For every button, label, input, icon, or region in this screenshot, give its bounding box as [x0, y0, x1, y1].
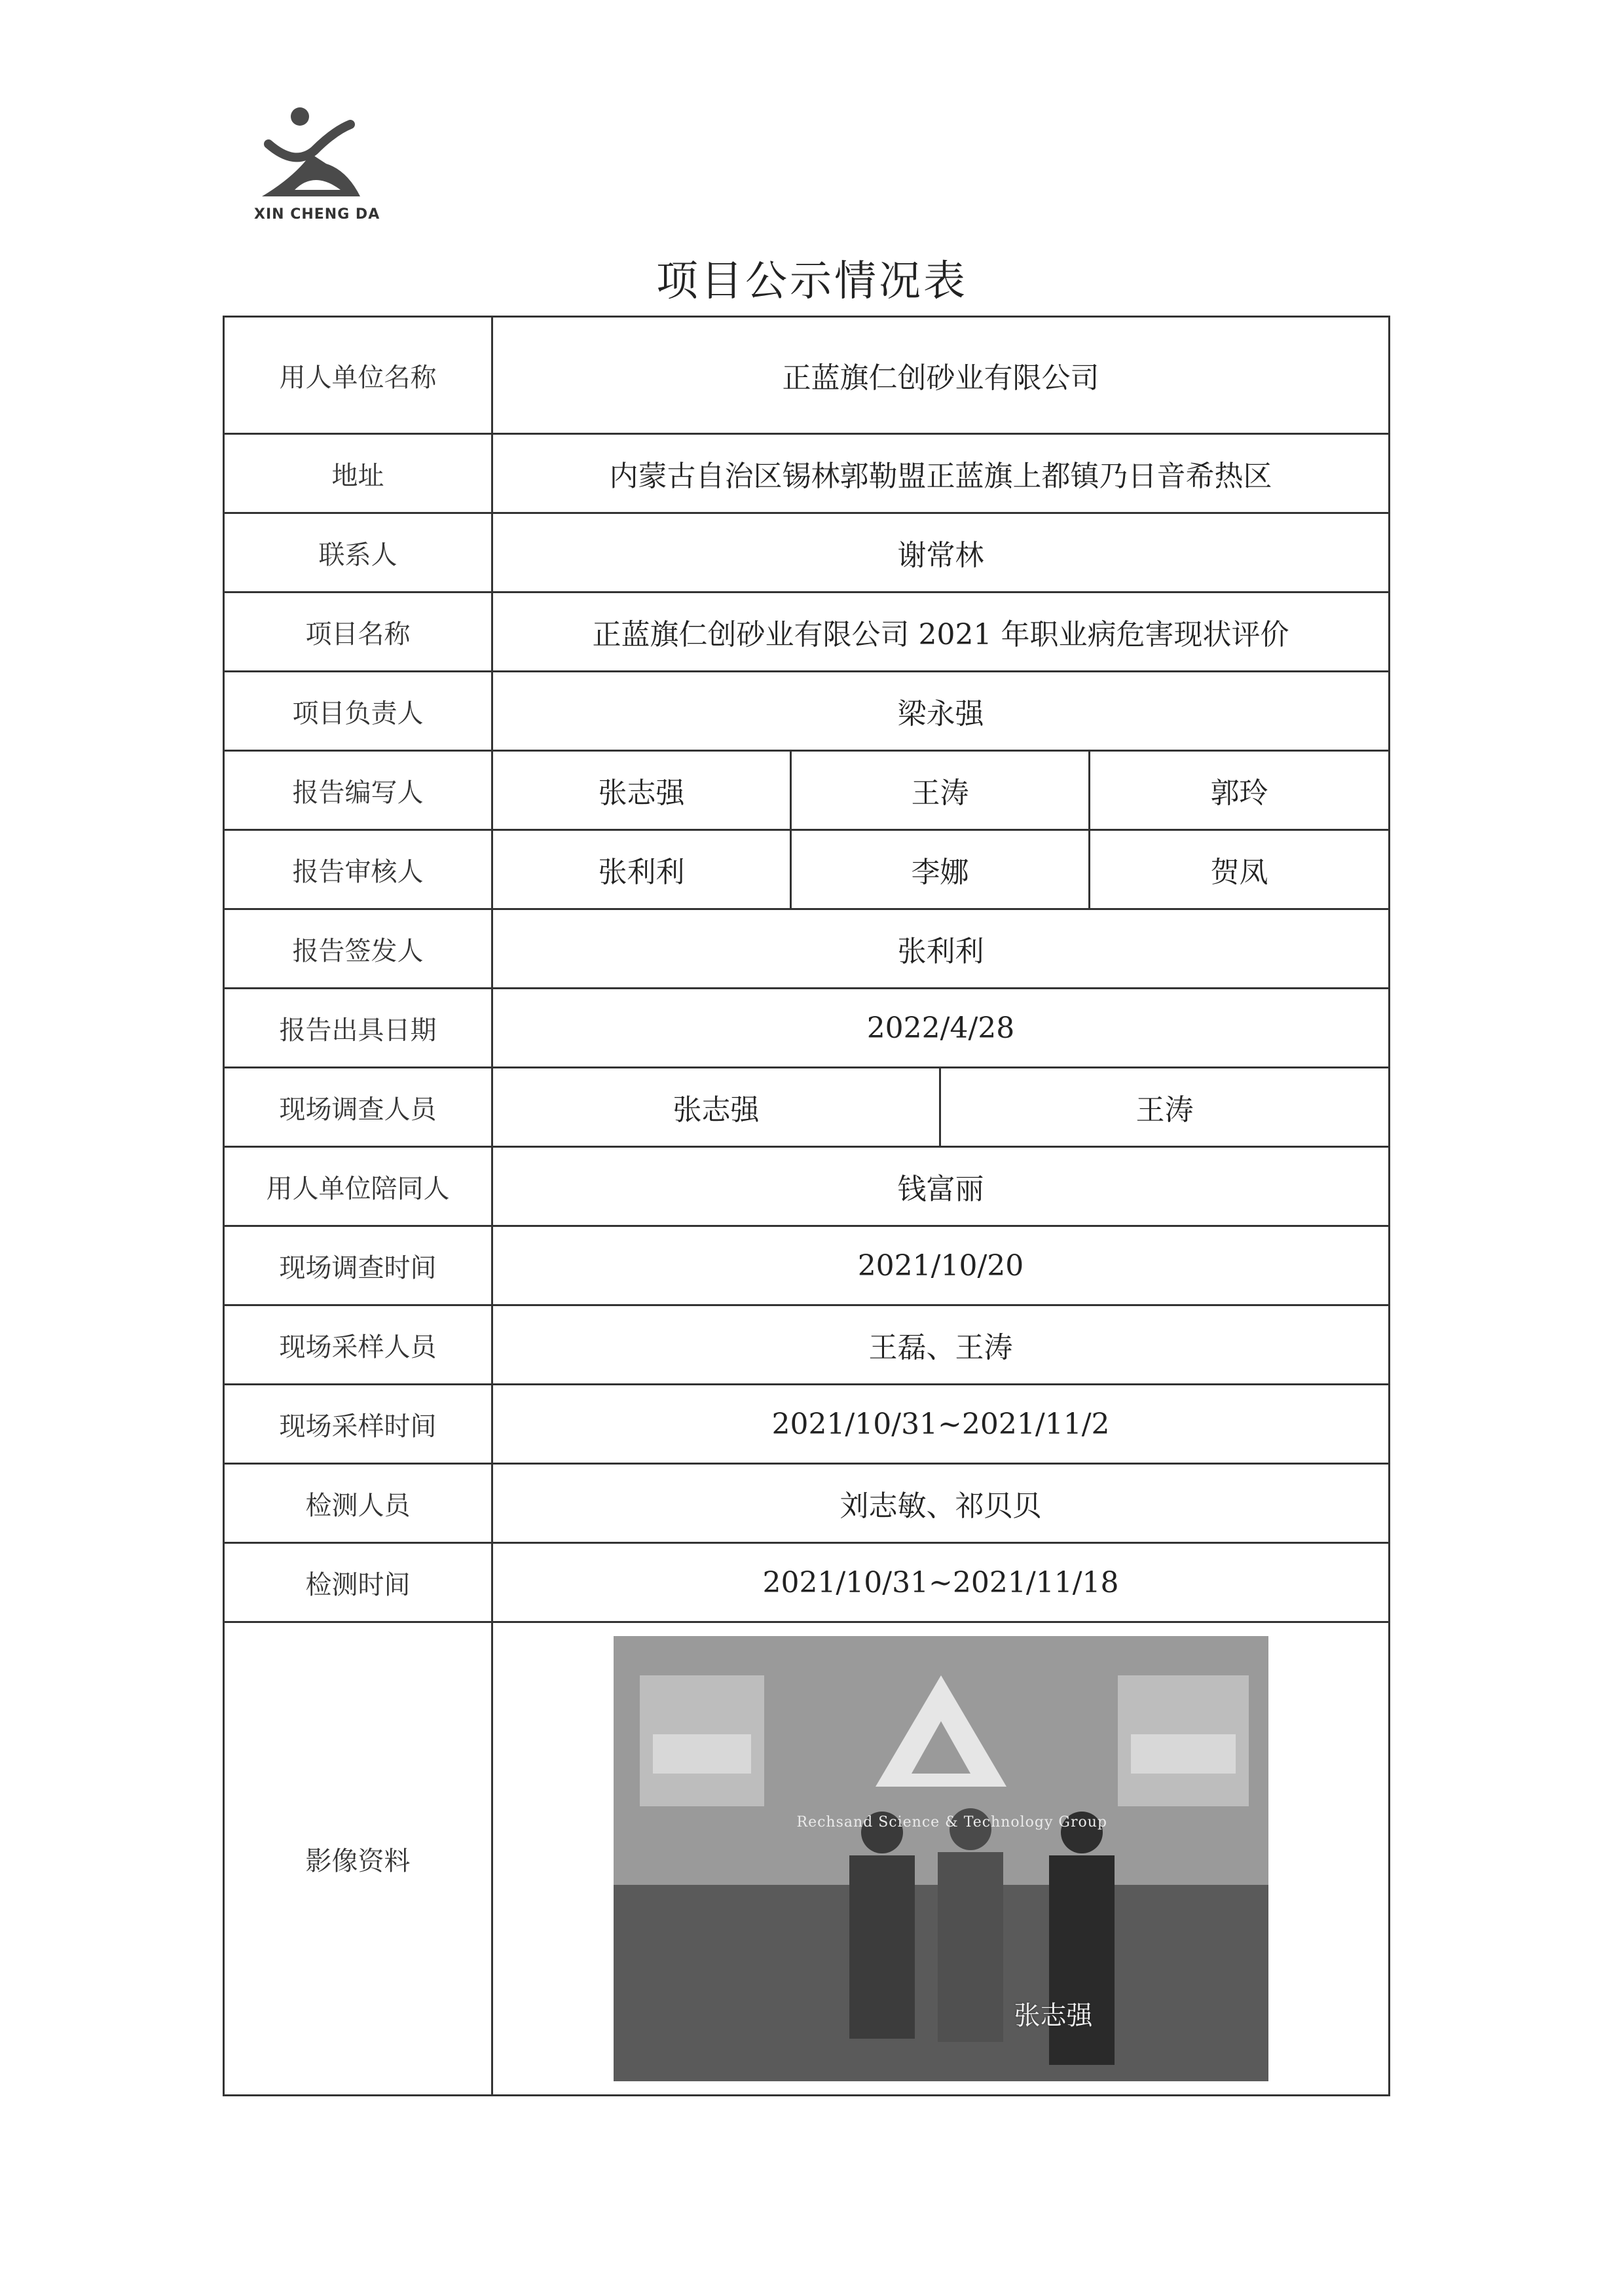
report-reviewer-1: 张利利 [492, 830, 791, 909]
table-row [224, 1543, 1390, 1622]
address-label: 地址 [224, 434, 492, 513]
table-row [224, 1464, 1390, 1543]
report-date-value: 2022/4/28 [492, 989, 1390, 1068]
report-writer-3: 郭玲 [1090, 751, 1390, 830]
report-reviewer-2: 李娜 [791, 830, 1090, 909]
table-row [224, 1068, 1390, 1147]
report-writer-1: 张志强 [492, 751, 791, 830]
site-sampling-time-value: 2021/10/31~2021/11/2 [492, 1385, 1390, 1464]
project-name-value: 正蓝旗仁创砂业有限公司 2021 年职业病危害现状评价 [492, 592, 1390, 672]
table-row [224, 1226, 1390, 1305]
table-row [224, 1385, 1390, 1464]
contact-value: 谢常林 [492, 513, 1390, 592]
site-samplers-label: 现场采样人员 [224, 1305, 492, 1385]
report-writer-2: 王涛 [791, 751, 1090, 830]
report-writers-label: 报告编写人 [224, 751, 492, 830]
table-row [224, 592, 1390, 672]
logo-text: XIN CHENG DA [254, 206, 380, 223]
table-row [224, 830, 1390, 909]
site-sampling-time-label: 现场采样时间 [224, 1385, 492, 1464]
employer-label: 用人单位名称 [224, 317, 492, 434]
table-row [224, 751, 1390, 830]
table-row [224, 317, 1390, 434]
site-investigator-2: 王涛 [940, 1068, 1390, 1147]
testers-label: 检测人员 [224, 1464, 492, 1543]
photo-signboard-text: Rechsand Science & Technology Group [796, 1814, 1108, 1831]
table-row [224, 1622, 1390, 2096]
images-cell [492, 1622, 1390, 2096]
testing-time-label: 检测时间 [224, 1543, 492, 1622]
site-photo [614, 1636, 1268, 2081]
site-investigator-1: 张志强 [492, 1068, 940, 1147]
photo-caption: 张志强 [1014, 2001, 1093, 2031]
table-row [224, 434, 1390, 513]
table-row [224, 513, 1390, 592]
project-lead-value: 梁永强 [492, 672, 1390, 751]
report-issuer-value: 张利利 [492, 909, 1390, 989]
table-row [224, 989, 1390, 1068]
employer-escort-label: 用人单位陪同人 [224, 1147, 492, 1226]
project-lead-label: 项目负责人 [224, 672, 492, 751]
testers-value: 刘志敏、祁贝贝 [492, 1464, 1390, 1543]
table-row [224, 672, 1390, 751]
site-investigation-time-label: 现场调查时间 [224, 1226, 492, 1305]
table-row [224, 909, 1390, 989]
report-reviewer-3: 贺凤 [1090, 830, 1390, 909]
project-name-label: 项目名称 [224, 592, 492, 672]
employer-value: 正蓝旗仁创砂业有限公司 [492, 317, 1390, 434]
table-row [224, 1147, 1390, 1226]
site-investigators-label: 现场调查人员 [224, 1068, 492, 1147]
contact-label: 联系人 [224, 513, 492, 592]
site-investigation-time-value: 2021/10/20 [492, 1226, 1390, 1305]
address-value: 内蒙古自治区锡林郭勒盟正蓝旗上都镇乃日音希热区 [492, 434, 1390, 513]
report-issuer-label: 报告签发人 [224, 909, 492, 989]
site-samplers-value: 王磊、王涛 [492, 1305, 1390, 1385]
document-title: 项目公示情况表 [656, 257, 968, 306]
project-info-table [223, 316, 1390, 2096]
testing-time-value: 2021/10/31~2021/11/18 [492, 1543, 1390, 1622]
images-label: 影像资料 [224, 1622, 492, 2096]
employer-escort-value: 钱富丽 [492, 1147, 1390, 1226]
report-reviewers-label: 报告审核人 [224, 830, 492, 909]
table-row [224, 1305, 1390, 1385]
report-date-label: 报告出具日期 [224, 989, 492, 1068]
